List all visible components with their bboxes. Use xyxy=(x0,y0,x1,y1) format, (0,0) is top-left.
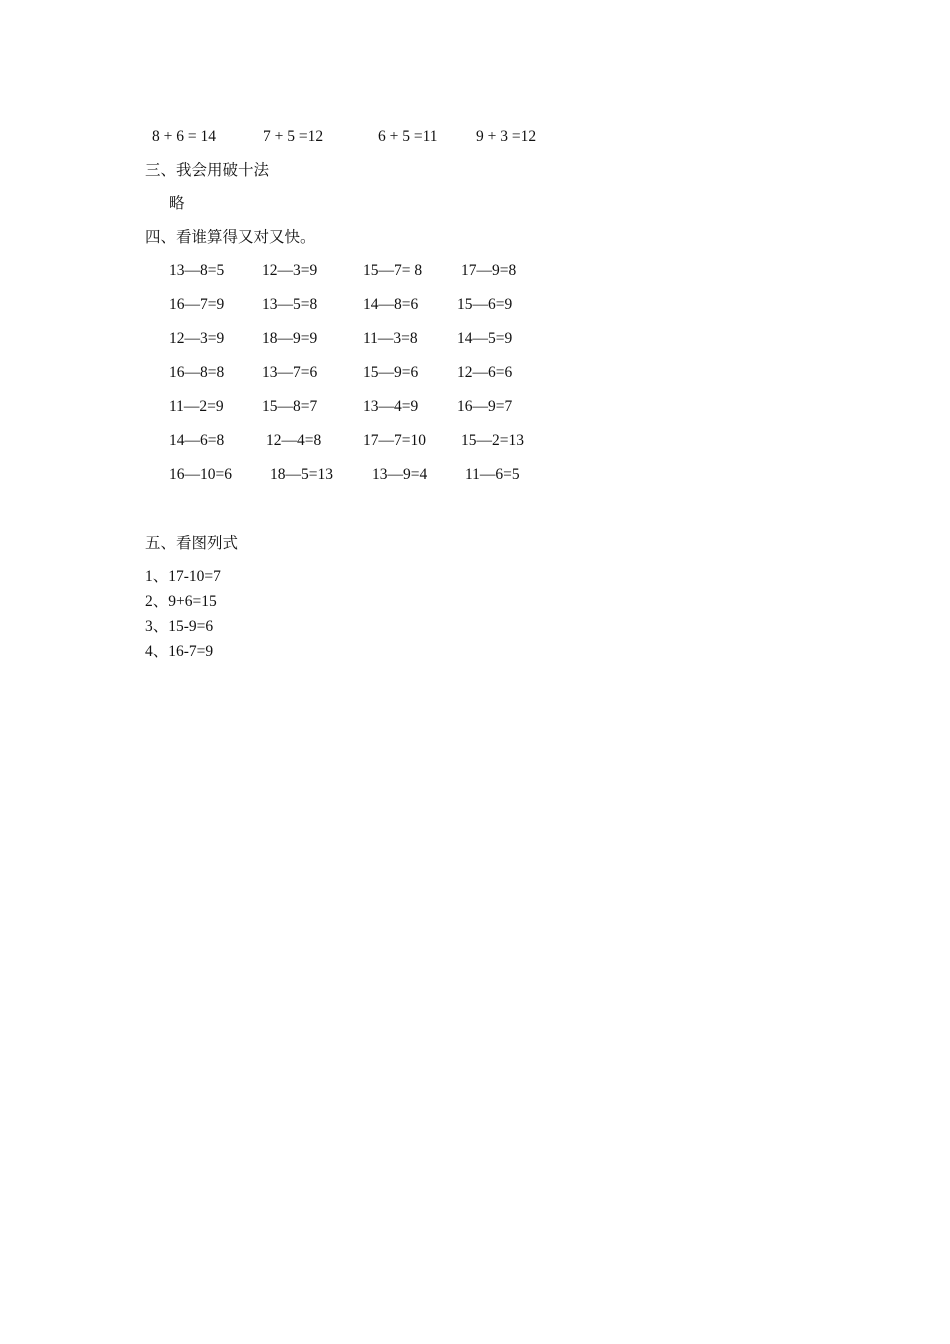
equation: 13—4=9 xyxy=(363,398,419,415)
list-item: 4、16-7=9 xyxy=(145,643,214,660)
equation: 12—4=8 xyxy=(266,432,322,449)
equation: 11—2=9 xyxy=(169,398,224,415)
equation: 6 + 5 =11 xyxy=(378,128,438,145)
equation: 18—5=13 xyxy=(270,466,333,483)
equation: 11—6=5 xyxy=(465,466,520,483)
equation: 7 + 5 =12 xyxy=(263,128,324,145)
equation: 12—3=9 xyxy=(169,330,225,347)
equation: 15—2=13 xyxy=(461,432,524,449)
equation: 15—9=6 xyxy=(363,364,419,381)
equation: 13—7=6 xyxy=(262,364,318,381)
equation: 12—3=9 xyxy=(262,262,318,279)
list-item: 2、9+6=15 xyxy=(145,593,217,610)
equation: 9 + 3 =12 xyxy=(476,128,537,145)
equation: 12—6=6 xyxy=(457,364,513,381)
equation: 13—8=5 xyxy=(169,262,225,279)
list-item: 3、15-9=6 xyxy=(145,618,214,635)
equation: 15—6=9 xyxy=(457,296,513,313)
equation: 13—9=4 xyxy=(372,466,428,483)
section-5-heading: 五、看图列式 xyxy=(145,535,239,552)
equation: 14—8=6 xyxy=(363,296,419,313)
equation: 17—7=10 xyxy=(363,432,426,449)
equation: 14—6=8 xyxy=(169,432,225,449)
equation: 15—8=7 xyxy=(262,398,318,415)
equation: 14—5=9 xyxy=(457,330,513,347)
equation: 16—7=9 xyxy=(169,296,225,313)
equation: 17—9=8 xyxy=(461,262,517,279)
section-3-content: 略 xyxy=(169,195,185,212)
equation: 18—9=9 xyxy=(262,330,318,347)
equation: 13—5=8 xyxy=(262,296,318,313)
equation: 8 + 6 = 14 xyxy=(152,128,216,145)
equation: 16—8=8 xyxy=(169,364,225,381)
list-item: 1、17-10=7 xyxy=(145,568,221,585)
equation: 11—3=8 xyxy=(363,330,418,347)
equation: 16—9=7 xyxy=(457,398,513,415)
equation: 15—7= 8 xyxy=(363,262,423,279)
section-4-heading: 四、看谁算得又对又快。 xyxy=(145,229,316,246)
equation: 16—10=6 xyxy=(169,466,232,483)
section-3-heading: 三、我会用破十法 xyxy=(145,162,270,179)
